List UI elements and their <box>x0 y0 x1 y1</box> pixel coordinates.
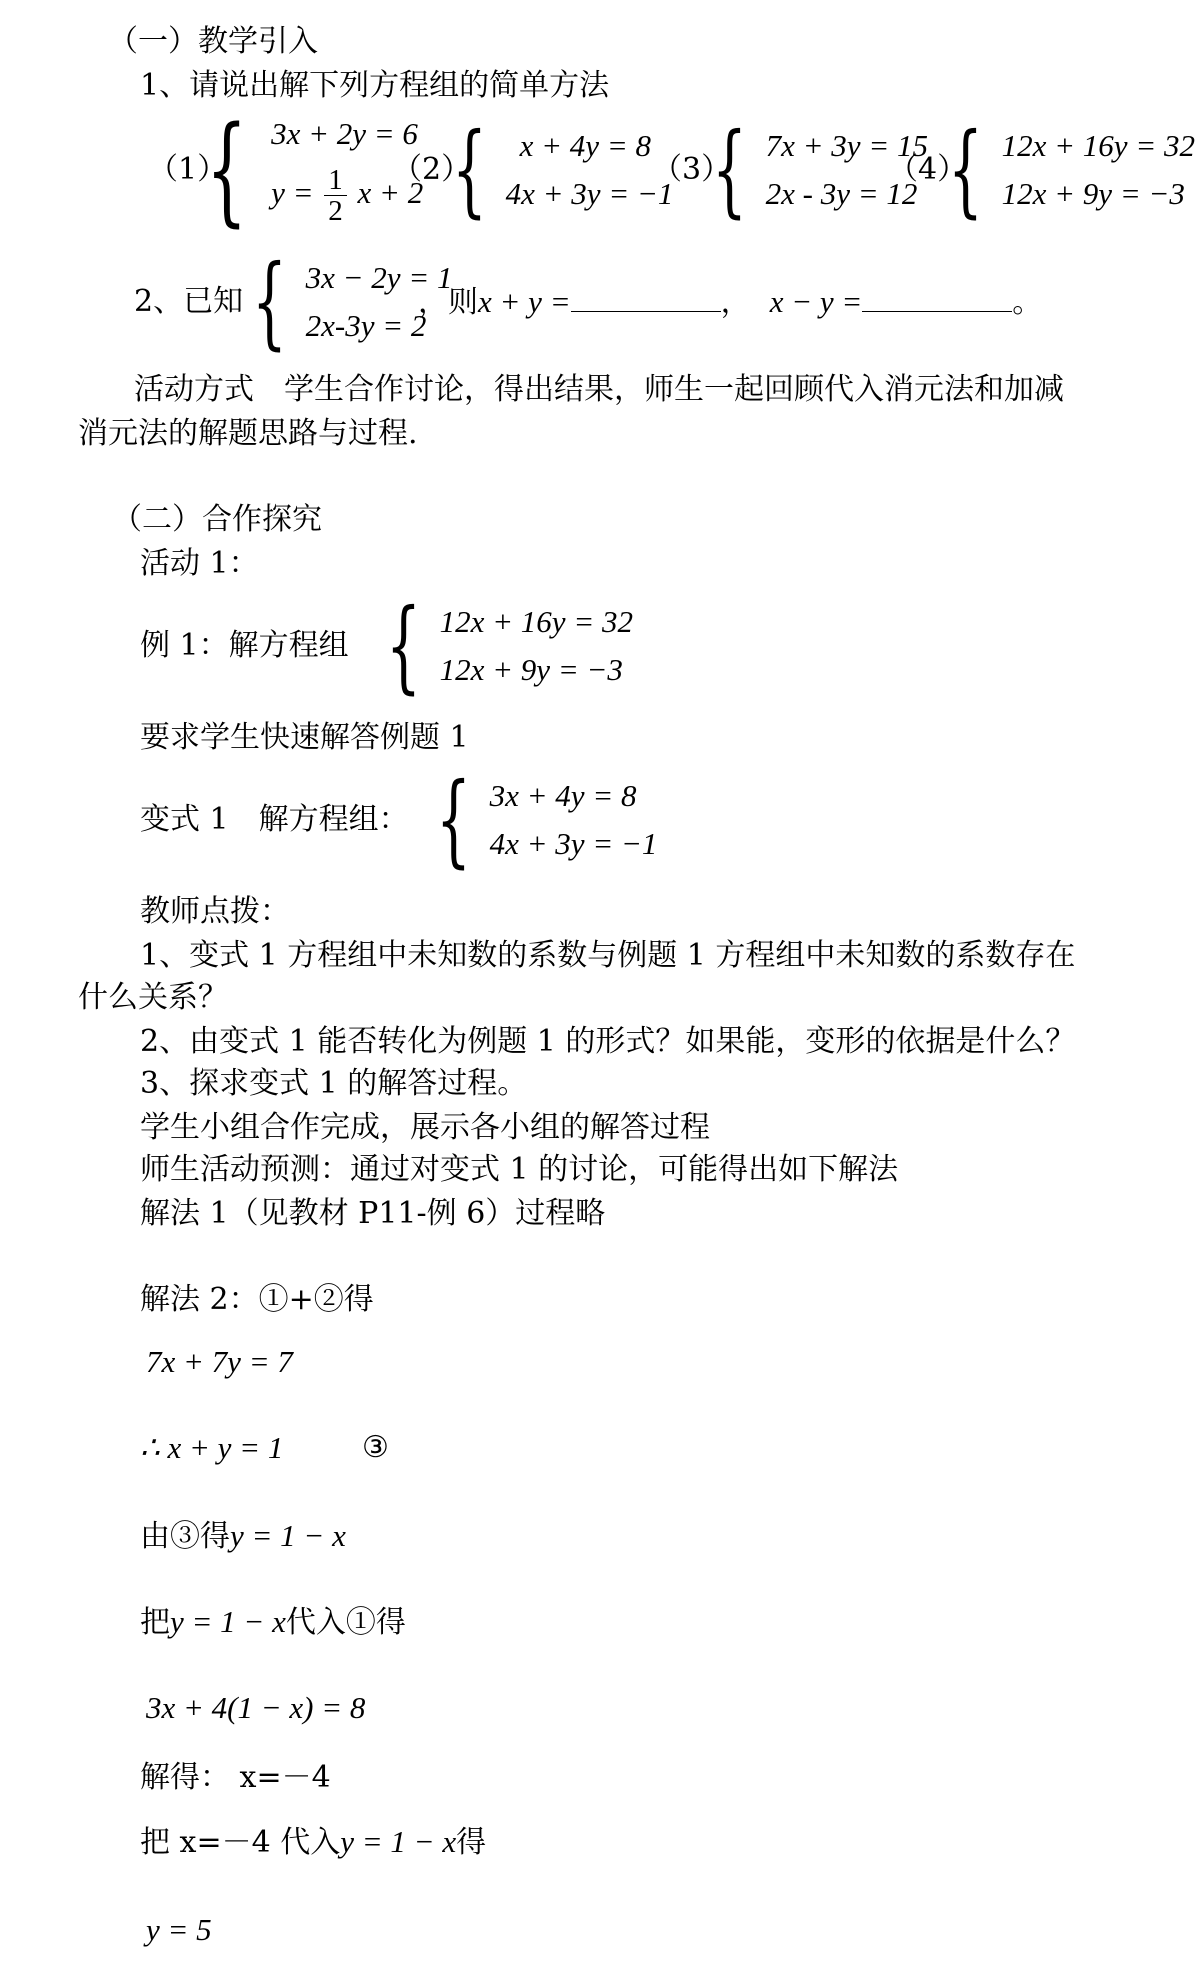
system-2-row-1: x + 4y = 8 <box>519 128 651 163</box>
math: y = 1 − x <box>170 1604 286 1639</box>
example-1-row-1: 12x + 16y = 32 <box>439 604 633 639</box>
question-2-label: 2、已知 <box>134 284 244 319</box>
system-4-label: （4） <box>888 152 968 187</box>
lhs: y = <box>271 175 314 210</box>
prefix: 由③得 <box>140 1519 230 1554</box>
step-substitute-x <box>140 1822 486 1863</box>
system-3-label: （3） <box>652 152 732 187</box>
hint-1-line-1: 1、变式 1 方程组中未知数的系数与例题 1 方程组中未知数的系数存在 <box>140 938 1076 973</box>
question-2-row-1: 3x − 2y = 1 <box>305 260 453 295</box>
brace: { <box>948 111 983 228</box>
system-2-label: （2） <box>392 152 472 187</box>
system-1-row-1: 3x + 2y = 6 <box>271 116 418 151</box>
prefix: 把 <box>140 1605 170 1640</box>
prefix: 把 x=－4 代入 <box>140 1825 341 1860</box>
example-1-label: 例 1：解方程组 <box>140 628 349 663</box>
brace: { <box>206 100 248 238</box>
sum-expression: x + y = <box>478 284 571 319</box>
equation-substituted: 3x + 4(1 − x) = 8 <box>146 1690 366 1725</box>
requirement-text: 要求学生快速解答例题 1 <box>140 720 469 755</box>
system-4-row-1: 12x + 16y = 32 <box>1001 128 1195 163</box>
section-1-title: （一）教学引入 <box>108 24 318 59</box>
solution-1-text: 解法 1（见教材 P11-例 6）过程略 <box>140 1196 606 1231</box>
brace: { <box>452 111 487 228</box>
equation-7x-7y: 7x + 7y = 7 <box>146 1344 293 1379</box>
question-2-blanks <box>418 282 1042 323</box>
variant-1-system <box>436 761 658 878</box>
system-1-label: （1） <box>148 152 228 187</box>
brace: { <box>712 111 747 228</box>
solution-2-title: 解法 2：①+②得 <box>140 1282 374 1317</box>
difference-expression: x − y = <box>769 284 863 319</box>
answer-blank-difference[interactable] <box>862 285 1012 312</box>
rhs: x + 2 <box>357 175 424 210</box>
system-4 <box>948 111 1195 228</box>
result-y: y = 5 <box>146 1912 212 1947</box>
activity-line-1: 活动方式 学生合作讨论，得出结果，师生一起回顾代入消元法和加减 <box>134 372 1064 407</box>
system-3-row-1: 7x + 3y = 15 <box>765 128 928 163</box>
variant-1-row-1: 3x + 4y = 8 <box>489 778 637 813</box>
activity-1-label: 活动 1： <box>140 546 259 581</box>
system-1 <box>206 100 424 238</box>
step-substitute <box>140 1602 406 1643</box>
question-1-title: 1、请说出解下列方程组的简单方法 <box>140 68 610 103</box>
hint-1-line-2: 什么关系？ <box>78 980 228 1015</box>
step-from-3 <box>140 1516 346 1557</box>
prediction-text: 师生活动预测：通过对变式 1 的讨论，可能得出如下解法 <box>140 1152 899 1187</box>
brace: { <box>436 761 471 878</box>
section-2-title: （二）合作探究 <box>112 502 322 537</box>
brace: { <box>386 587 421 704</box>
equation-x-plus-y: ∴ x + y = 1 <box>140 1430 284 1465</box>
math: y = 1 − x <box>230 1518 346 1553</box>
system-3-row-2: 2x - 3y = 12 <box>765 176 918 211</box>
suffix: 代入①得 <box>285 1605 406 1640</box>
variant-1-row-2: 4x + 3y = −1 <box>489 826 658 861</box>
hint-2: 2、由变式 1 能否转化为例题 1 的形式？如果能，变形的依据是什么？ <box>140 1024 1076 1059</box>
system-2-row-2: 4x + 3y = −1 <box>505 176 674 211</box>
denominator: 2 <box>328 195 343 228</box>
period: 。 <box>1012 285 1043 320</box>
numerator: 1 <box>324 165 347 196</box>
example-1-system <box>386 587 633 704</box>
variant-1-label: 变式 1 解方程组： <box>140 802 409 837</box>
example-1-row-2: 12x + 9y = −3 <box>439 652 623 687</box>
comma: ， <box>720 285 751 320</box>
equation-mark-3: ③ <box>362 1430 389 1465</box>
brace: { <box>252 243 287 360</box>
hint-3: 3、探求变式 1 的解答过程。 <box>140 1066 528 1101</box>
question-2-row-2: 2x-3y = 2 <box>305 308 427 343</box>
group-work-text: 学生小组合作完成，展示各小组的解答过程 <box>140 1110 710 1145</box>
system-2 <box>452 111 674 228</box>
math: y = 1 − x <box>340 1824 457 1859</box>
then-text: ，则 <box>418 285 478 320</box>
teacher-hint-title: 教师点拨： <box>140 894 290 929</box>
activity-line-2: 消元法的解题思路与过程. <box>78 416 418 451</box>
answer-blank-sum[interactable] <box>571 285 721 312</box>
suffix: 得 <box>456 1825 487 1860</box>
system-4-row-2: 12x + 9y = −3 <box>1001 176 1185 211</box>
fraction <box>324 165 347 226</box>
solve-x: 解得： x=－4 <box>140 1760 331 1795</box>
